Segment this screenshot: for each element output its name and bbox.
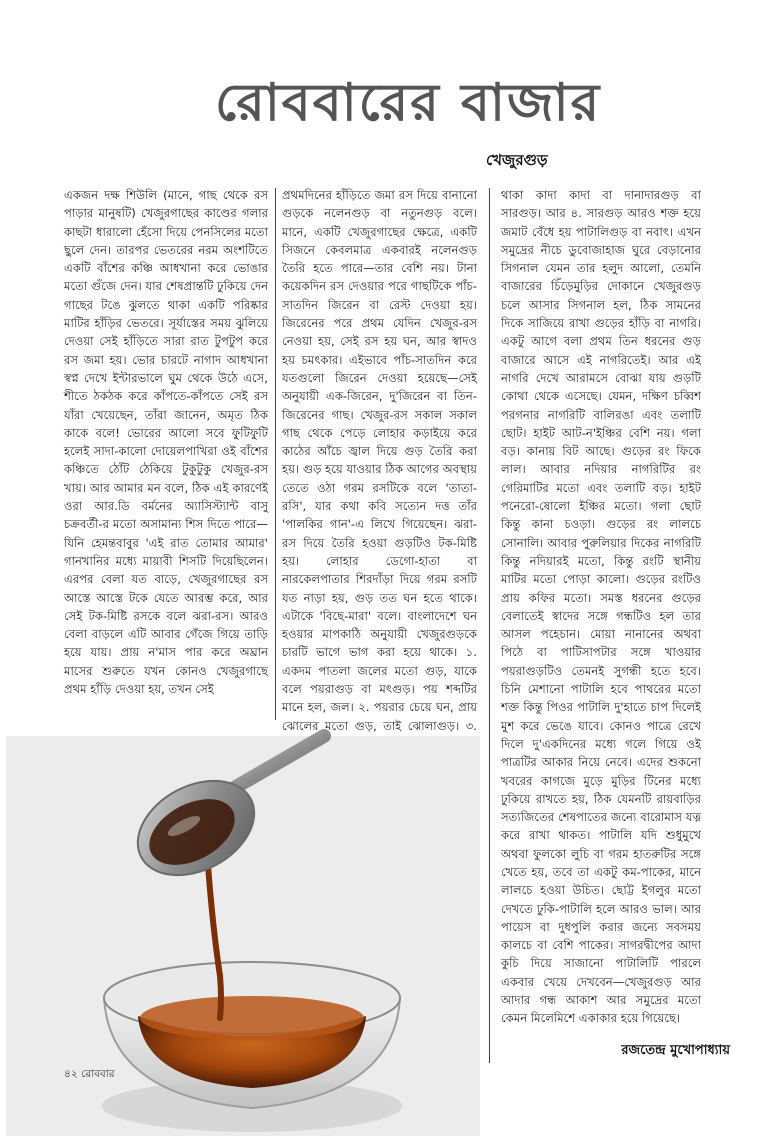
syrup-surface [140, 996, 364, 1040]
article-column-1: একজন দক্ষ শিউলি (মানে, গাছ থেকে রস পাড়ার মানুষটি) খেজুরগাছের কাণ্ডের গলার কাছটা ধারালো হেঁসো দিয়ে পেনসিলের মতো ছুলে দেন। তারপর ভেতরের নরম অংশটিতে একটি বাঁশের কঞ্চি আধখানা করে ভোঙার মতো গুঁজে দেন। যার শেষপ্রান্তটি ঢুকিয়ে দেন গাছের টঙে ঝুলতে থাকা একটি পরিষ্কার মাটির হাঁড়ির ভেতরে। সূর্যাস্তের সময় ঝুলিয়ে দেওয়া সেই হাঁড়িতে সারা রাত টুপটুপ করে রস জমা হয়। ভোর চারটে নাগাদ আধখানা স্বপ্ন দেখে ইন্টারভালে ঘুম থেকে উঠে এসে, শীতে ঠকঠক করে কাঁপতে-কাঁপতে সেই রস যাঁরা খেয়েছেন, তাঁরা জানেন, অমৃত ঠিক কাকে বলে! ভোরের আলো সবে ফুটিফুটি হলেই সাদা-কালো দোয়েলপাখিরা ওই বাঁশের কঞ্চিতে ঠোঁট ঠেকিয়ে টুকুটুকু খেজুর-রস খায়। আর আমার মন বলে, ঠিক এই কারণেই ওরা আর.ডি বর্মনের অ্যাসিস্ট্যান্ট বাসু চক্রবর্তী-র মতো অসামান্য শিস দিতে পারে—যিনি হেমন্তবাবুর 'এই রাত তোমার আমার' গানখানির মধ্যে মায়াবী শিসটি দিয়েছিলেন। এরপর বেলা যত বাড়ে, খেজুরগাছের রস আস্তে আস্তে টকে যেতে আরম্ভ করে, আর সেই টক-মিষ্টি রসকে বলে ঝরা-রস। আরও বেলা বাড়লে এটি আবার গেঁজে গিয়ে তাড়ি হয়ে যায়। প্রায় ন'মাস পার করে অঘ্রান মাসের শুরুতে যখন কোনও খেজুরগাছে প্রথম হাঁড়ি দেওয়া হয়, তখন সেই [64, 188, 268, 697]
column-divider [489, 188, 490, 1063]
section-masthead: রোববারের বাজার [215, 72, 602, 133]
column-divider [275, 188, 276, 720]
article-column-3: থাকা কাদা কাদা বা দানাদারগুড় বা সারগুড়। আর ৪. সারগুড় আরও শক্ত হয়ে জমাট বেঁধে হয় পাটালিগুড় বা নবাৎ। এখন সমুদ্রের নীচে ডুবোজাহাজ ঘুরে বেড়ানোর সিগনাল যেমন তার হলুদ আলো, তেমনি বাজারের চিঁড়েমুড়ির দোকানে খেজুরগুড় চলে আসার সিগনাল হল, ঠিক সামনের দিকে সাজিয়ে রাখা গুড়ের হাঁড়ি বা নাগরি। একটু আগে বলা প্রথম তিন ধরনের গুড় বাজারে আসে এই নাগরিতেই। আর এই নাগরি দেখে আরামসে বোঝা যায় গুড়টি কোথা থেকে এসেছে। যেমন, দক্ষিণ চব্বিশ পরগনার নাগরিটি বালিরঙা এবং তলাটি ছোট। হাইট আট-ন'ইঞ্চির বেশি নয়। গলা বড়। কানায় বিট আছে। গুড়ের রং ফিকে লাল। আবার নদিয়ার নাগরিটির রং গেরিমাটির মতো এবং তলাটি বড়। হাইট পনেরো-ষোলো ইঞ্চির মতো। গলা ছোট কিন্তু কানা চওড়া। গুড়ের রং লালচে সোনালি। আবার পুরুলিয়ার দিকের নাগরিটি কিন্তু নদিয়ারই মতো, কিন্তু রংটি স্থানীয় মাটির মতো পোড়া কালো। গুড়ের রংটিও প্রায় কফির মতো। সমস্ত ধরনের গুড়ের বেলাতেই স্বাদের সঙ্গে গন্ধটিও হল তার আসল পহেচান। মোয়া নানানের অথবা পিঠে বা পাটিসাপটার সঙ্গে খাওয়ার পয়রাগুড়টিও তেমনই সুগন্ধী হতে হবে। চিনি মেশানো পাটালি হবে পাথরের মতো শক্ত কিন্তু পিওর পাটালি দু'হাতে চাপ দিলেই মুশ করে ভেঙে যাবে। কোনও পাত্রে রেখে দিলে দু'একদিনের মধ্যে গলে গিয়ে ওই পাত্রটির আকার নিয়ে নেবে। এদের শুকনো খবরের কাগজে মুড়ে মুড়ির টিনের মধ্যে ঢুকিয়ে রাখতে হয়, ঠিক যেমনটি রায়বাড়ির সত্যজিতের শেষপাতের জন্যে বারোমাস যত্ন করে রাখা থাকত। পাটালি যদি শুধুমুখে অথবা ফুলকো লুচি বা গরম হাতরুটির সঙ্গে খেতে হয়, তবে তা একটু কম-পাকের, মানে লালচে হওয়া উচিত। ছোট্ট ইগলুর মতো দেখতে ঢুকি-পাটালি হলে আরও ভাল। আর পায়েস বা দুধপুলি করার জন্যে সবসময় কালচে বা বেশি পাকের। সাগরদ্বীপের আদা কুচি দিয়ে সাজানো পাটালিটি পারলে একবার খেয়ে দেখবেন—খেজুরগুড় আর আদার গন্ধ আকাশ আর সমুদ্রের মতো কেমন মিলেমিশে একাকার হয়ে গিয়েছে। [501, 188, 701, 1026]
page-folio: ৪২ রোববার [64, 1068, 115, 1080]
article-column-2: প্রথমদিনের হাঁড়িতে জমা রস দিয়ে বানানো গুড়কে নলেনগুড় বা নতুনগুড় বলে। মানে, একটি খেজুরগাছের ক্ষেত্রে, একটি সিজনে কেবলমাত্র একবারই নলেনগুড় তৈরি হতে পারে—তার বেশি নয়। টানা কয়েকদিন রস দেওয়ার পরে গাছটিকে পাঁচ-সাতদিন জিরেন বা রেস্ট দেওয়া হয়। জিরেনের পরে প্রথম যেদিন খেজুর-রস নেওয়া হয়, সেই রস হয় ঘন, আর স্বাদও হয় চমৎকার। এইভাবে পাঁচ-সাতদিন করে যতগুলো জিরেন দেওয়া হয়েছে—সেই অনুযায়ী এক-জিরেন, দু'জিরেন বা তিন-জিরেনের গাছ। খেজুর-রস সকাল সকাল গাছ থেকে পেড়ে লোহার কড়াইয়ে করে কাঠের আঁচে জ্বাল দিয়ে গুড় তৈরি করা হয়। গুড় হয়ে যাওয়ার ঠিক আগের অবস্থায় তেতে ওঠা গরম রসটিকে বলে 'তাতা-রসি', যার কথা কবি সত্যেন দত্ত তাঁর 'পালকির গান'-এ লিখে গিয়েছেন। ঝরা-রস দিয়ে তৈরি হওয়া গুড়টিও টক-মিষ্টি হয়। লোহার ডেগো-হাতা বা নারকেলপাতার শিরদাঁড়া দিয়ে গরম রসটি যত নাড়া হয়, গুড় তত ঘন হতে থাকে। এটাকে 'বিছে-মারা' বলে। বাংলাদেশে ঘন হওয়ার মাপকাঠি অনুযায়ী খেজুরগুড়কে চারটি ভাগে ভাগ করা হয়ে থাকে। ১. একদম পাতলা জলের মতো গুড়, যাকে বলে পয়রাগুড় বা মৎগুড়। পয় শব্দটির মানে হল, জল। ২. পয়রার চেয়ে ঘন, প্রায় ঝোলের মতো গুড়, তাই ঝোলাগুড়। ৩. [282, 188, 477, 733]
article-title: খেজুরগুড় [486, 151, 548, 169]
author-byline: রজতেন্দ্র মুখোপাধ্যায় [621, 1043, 730, 1058]
